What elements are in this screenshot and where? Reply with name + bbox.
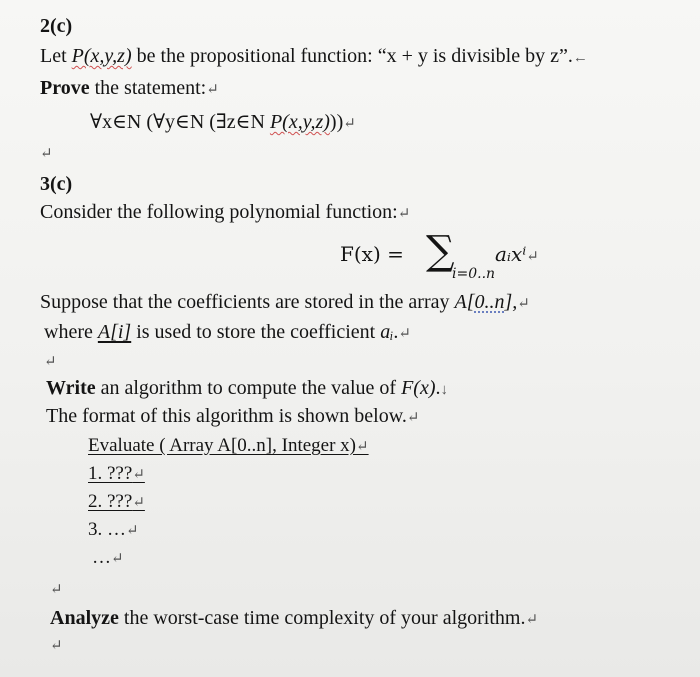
return-mark: ↵ [132, 495, 145, 511]
algo-step-more-text: … [92, 547, 111, 568]
q3-format-text: The format of this algorithm is shown below. [46, 405, 407, 427]
algo-header-text: Evaluate ( Array A[0..n], Integer x) [88, 435, 357, 456]
return-mark: ↵ [40, 146, 53, 162]
q3-write-fx: F(x) [401, 377, 436, 399]
arrow-left-mark: ← [572, 50, 588, 66]
formula-term-text: aᵢxⁱ [495, 242, 527, 266]
return-mark: ↵ [126, 523, 139, 539]
return-mark: ↵ [111, 551, 124, 567]
algo-step-3 [88, 518, 139, 543]
return-mark: ↵ [44, 354, 57, 370]
algo-header [88, 434, 369, 459]
q3-where-prefix: where [44, 321, 98, 343]
q3-analyze-word: Analyze [50, 607, 119, 629]
q3-array-range: 0..n [474, 291, 505, 313]
algo-step-2 [88, 490, 145, 515]
q3-analyze-rest: the worst-case time complexity of your algorithm. [118, 607, 526, 629]
return-mark: ↵ [206, 82, 219, 98]
q2-statement-func: P(x,y,z) [269, 111, 330, 133]
q3-where-array: A[i] [97, 321, 132, 343]
return-mark: ↵ [398, 326, 411, 342]
q3-array-name: A[ [454, 291, 475, 313]
sigma-subscript: i=0..n [452, 266, 496, 282]
formula-term [495, 242, 539, 266]
q2-definition [40, 44, 588, 70]
return-mark: ↵ [343, 116, 356, 132]
q2-statement-prefix: ∀x∈N (∀y∈N (∃z∈N [90, 111, 270, 133]
q2-def-prefix: Let [40, 45, 72, 67]
q3-suppose-prefix: Suppose that the coefficients are stored in the array [40, 291, 455, 313]
q3-intro [40, 200, 410, 226]
sigma-symbol: ∑ [426, 228, 455, 274]
q3-where [44, 320, 411, 346]
q2-heading: 2(c) [40, 15, 73, 37]
q2-statement [90, 110, 356, 136]
q3-where-end: . [393, 321, 399, 343]
q3-write [46, 376, 448, 402]
q3-where-coef: aᵢ [380, 321, 394, 343]
return-mark: ↵ [517, 296, 530, 312]
q2-def-rest: be the propositional function: “x + y is divisible by z”. [131, 45, 573, 67]
q3-format [46, 404, 419, 430]
algo-step-1 [88, 462, 145, 487]
q3-array-close: ], [504, 291, 518, 313]
q3-intro-text: Consider the following polynomial function: [40, 201, 398, 223]
algo-step-1-text: 1. ??? [88, 463, 133, 484]
return-mark: ↵ [356, 439, 369, 455]
q3-analyze [50, 606, 538, 632]
return-mark: ↵ [525, 612, 539, 628]
q3-write-word: Write [46, 377, 96, 399]
q3-write-end: . [435, 377, 441, 399]
q3-suppose [40, 290, 530, 316]
algo-step-more [92, 546, 124, 571]
q2-statement-suffix: )) [329, 111, 344, 133]
q3-where-rest: is used to store the coefficient [131, 321, 381, 343]
algo-step-3-text: 3. … [88, 519, 126, 540]
q2-prove-word: Prove [40, 77, 90, 99]
formula-lhs: F(x) = [340, 242, 404, 266]
q2-prove-rest: the statement: [89, 77, 207, 99]
polynomial-formula [340, 228, 620, 288]
return-mark: ↵ [406, 410, 420, 426]
q3-heading: 3(c) [40, 173, 73, 195]
return-mark: ↵ [50, 582, 63, 598]
return-mark: ↵ [526, 247, 539, 265]
return-mark: ↵ [397, 206, 411, 222]
q2-prove-line [40, 76, 219, 102]
return-mark: ↵ [132, 467, 145, 483]
down-arrow-mark: ↓ [440, 382, 448, 398]
return-mark: ↵ [50, 638, 63, 654]
q2-def-func: P(x,y,z) [71, 45, 132, 67]
algo-step-2-text: 2. ??? [88, 491, 133, 512]
q3-write-rest: an algorithm to compute the value of [95, 377, 402, 399]
